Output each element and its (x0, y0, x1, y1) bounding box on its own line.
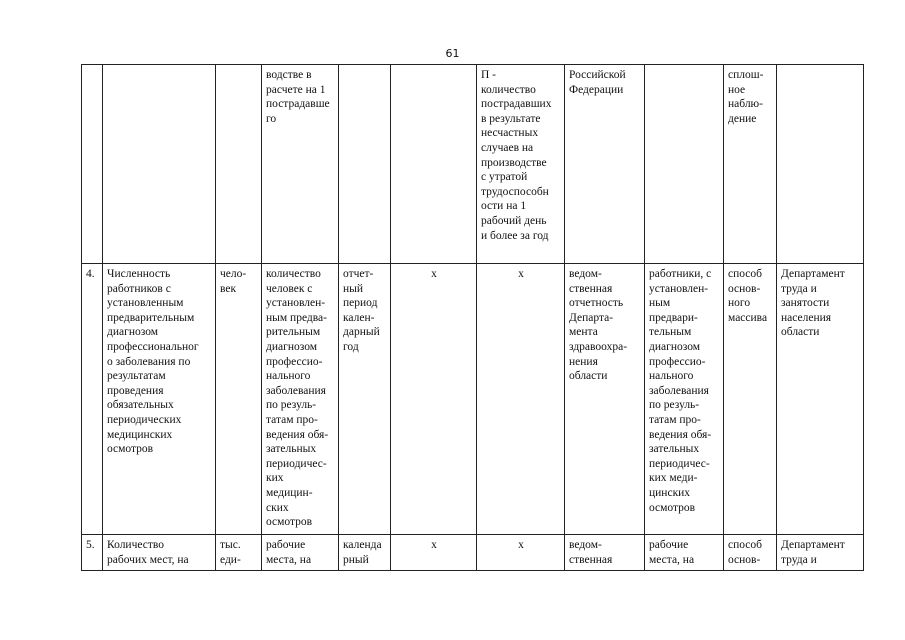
table-row (82, 535, 864, 571)
table-cell: П - количество пострадавших в результате несчастных случаев на производстве с утратой трудоспособн ости на 1 рабочий день и более за год (477, 65, 565, 264)
table-cell: сплош- ное наблю- дение (724, 65, 777, 264)
table-row (82, 65, 864, 264)
table-cell: x (391, 535, 477, 571)
source-cell: ведом- ственная (565, 535, 645, 571)
source-cell: ведом- ственная отчетность Департа- мента здравоохра- нения области (565, 264, 645, 535)
responsible-cell: Департамент труда и занятости населения области (777, 264, 864, 535)
table-cell (645, 65, 724, 264)
method-cell: способ основ- ного массива (724, 264, 777, 535)
method-cell: способ основ- (724, 535, 777, 571)
row-number: 4. (82, 264, 103, 535)
page-number: 61 (445, 47, 460, 60)
indicator-name: Численность работников с установленным предварительным диагнозом профессиональног о заболевания по результатам проведения обязательных периодических медицинских осмотров (103, 264, 216, 535)
definition-cell: количество человек с установлен- ным предва- рительным диагнозом профессио- нального заболевания по резуль- татам про- ведения обя- зательных периодичес- ких медицин- ских осмотров (262, 264, 339, 535)
table-cell (391, 65, 477, 264)
object-cell: работники, с установлен- ным предвари- тельным диагнозом профессио- нального заболевания по резуль- татам про- ведения обя- зательных периодичес- ких меди- цинских осмотров (645, 264, 724, 535)
definition-cell: рабочие места, на (262, 535, 339, 571)
period-cell: календа рный (339, 535, 391, 571)
table-cell: x (477, 264, 565, 535)
table-cell: x (391, 264, 477, 535)
table-cell (103, 65, 216, 264)
indicators-table (81, 64, 864, 571)
table-cell: Российской Федерации (565, 65, 645, 264)
table-cell: x (477, 535, 565, 571)
table-cell (216, 65, 262, 264)
indicator-name: Количество рабочих мест, на (103, 535, 216, 571)
table-cell (82, 65, 103, 264)
unit-cell: чело- век (216, 264, 262, 535)
period-cell: отчет- ный период кален- дарный год (339, 264, 391, 535)
row-number: 5. (82, 535, 103, 571)
table-cell (339, 65, 391, 264)
table-row (82, 264, 864, 535)
table-cell (777, 65, 864, 264)
unit-cell: тыс. еди- (216, 535, 262, 571)
object-cell: рабочие места, на (645, 535, 724, 571)
responsible-cell: Департамент труда и (777, 535, 864, 571)
table-cell: водстве в расчете на 1 пострадавше го (262, 65, 339, 264)
